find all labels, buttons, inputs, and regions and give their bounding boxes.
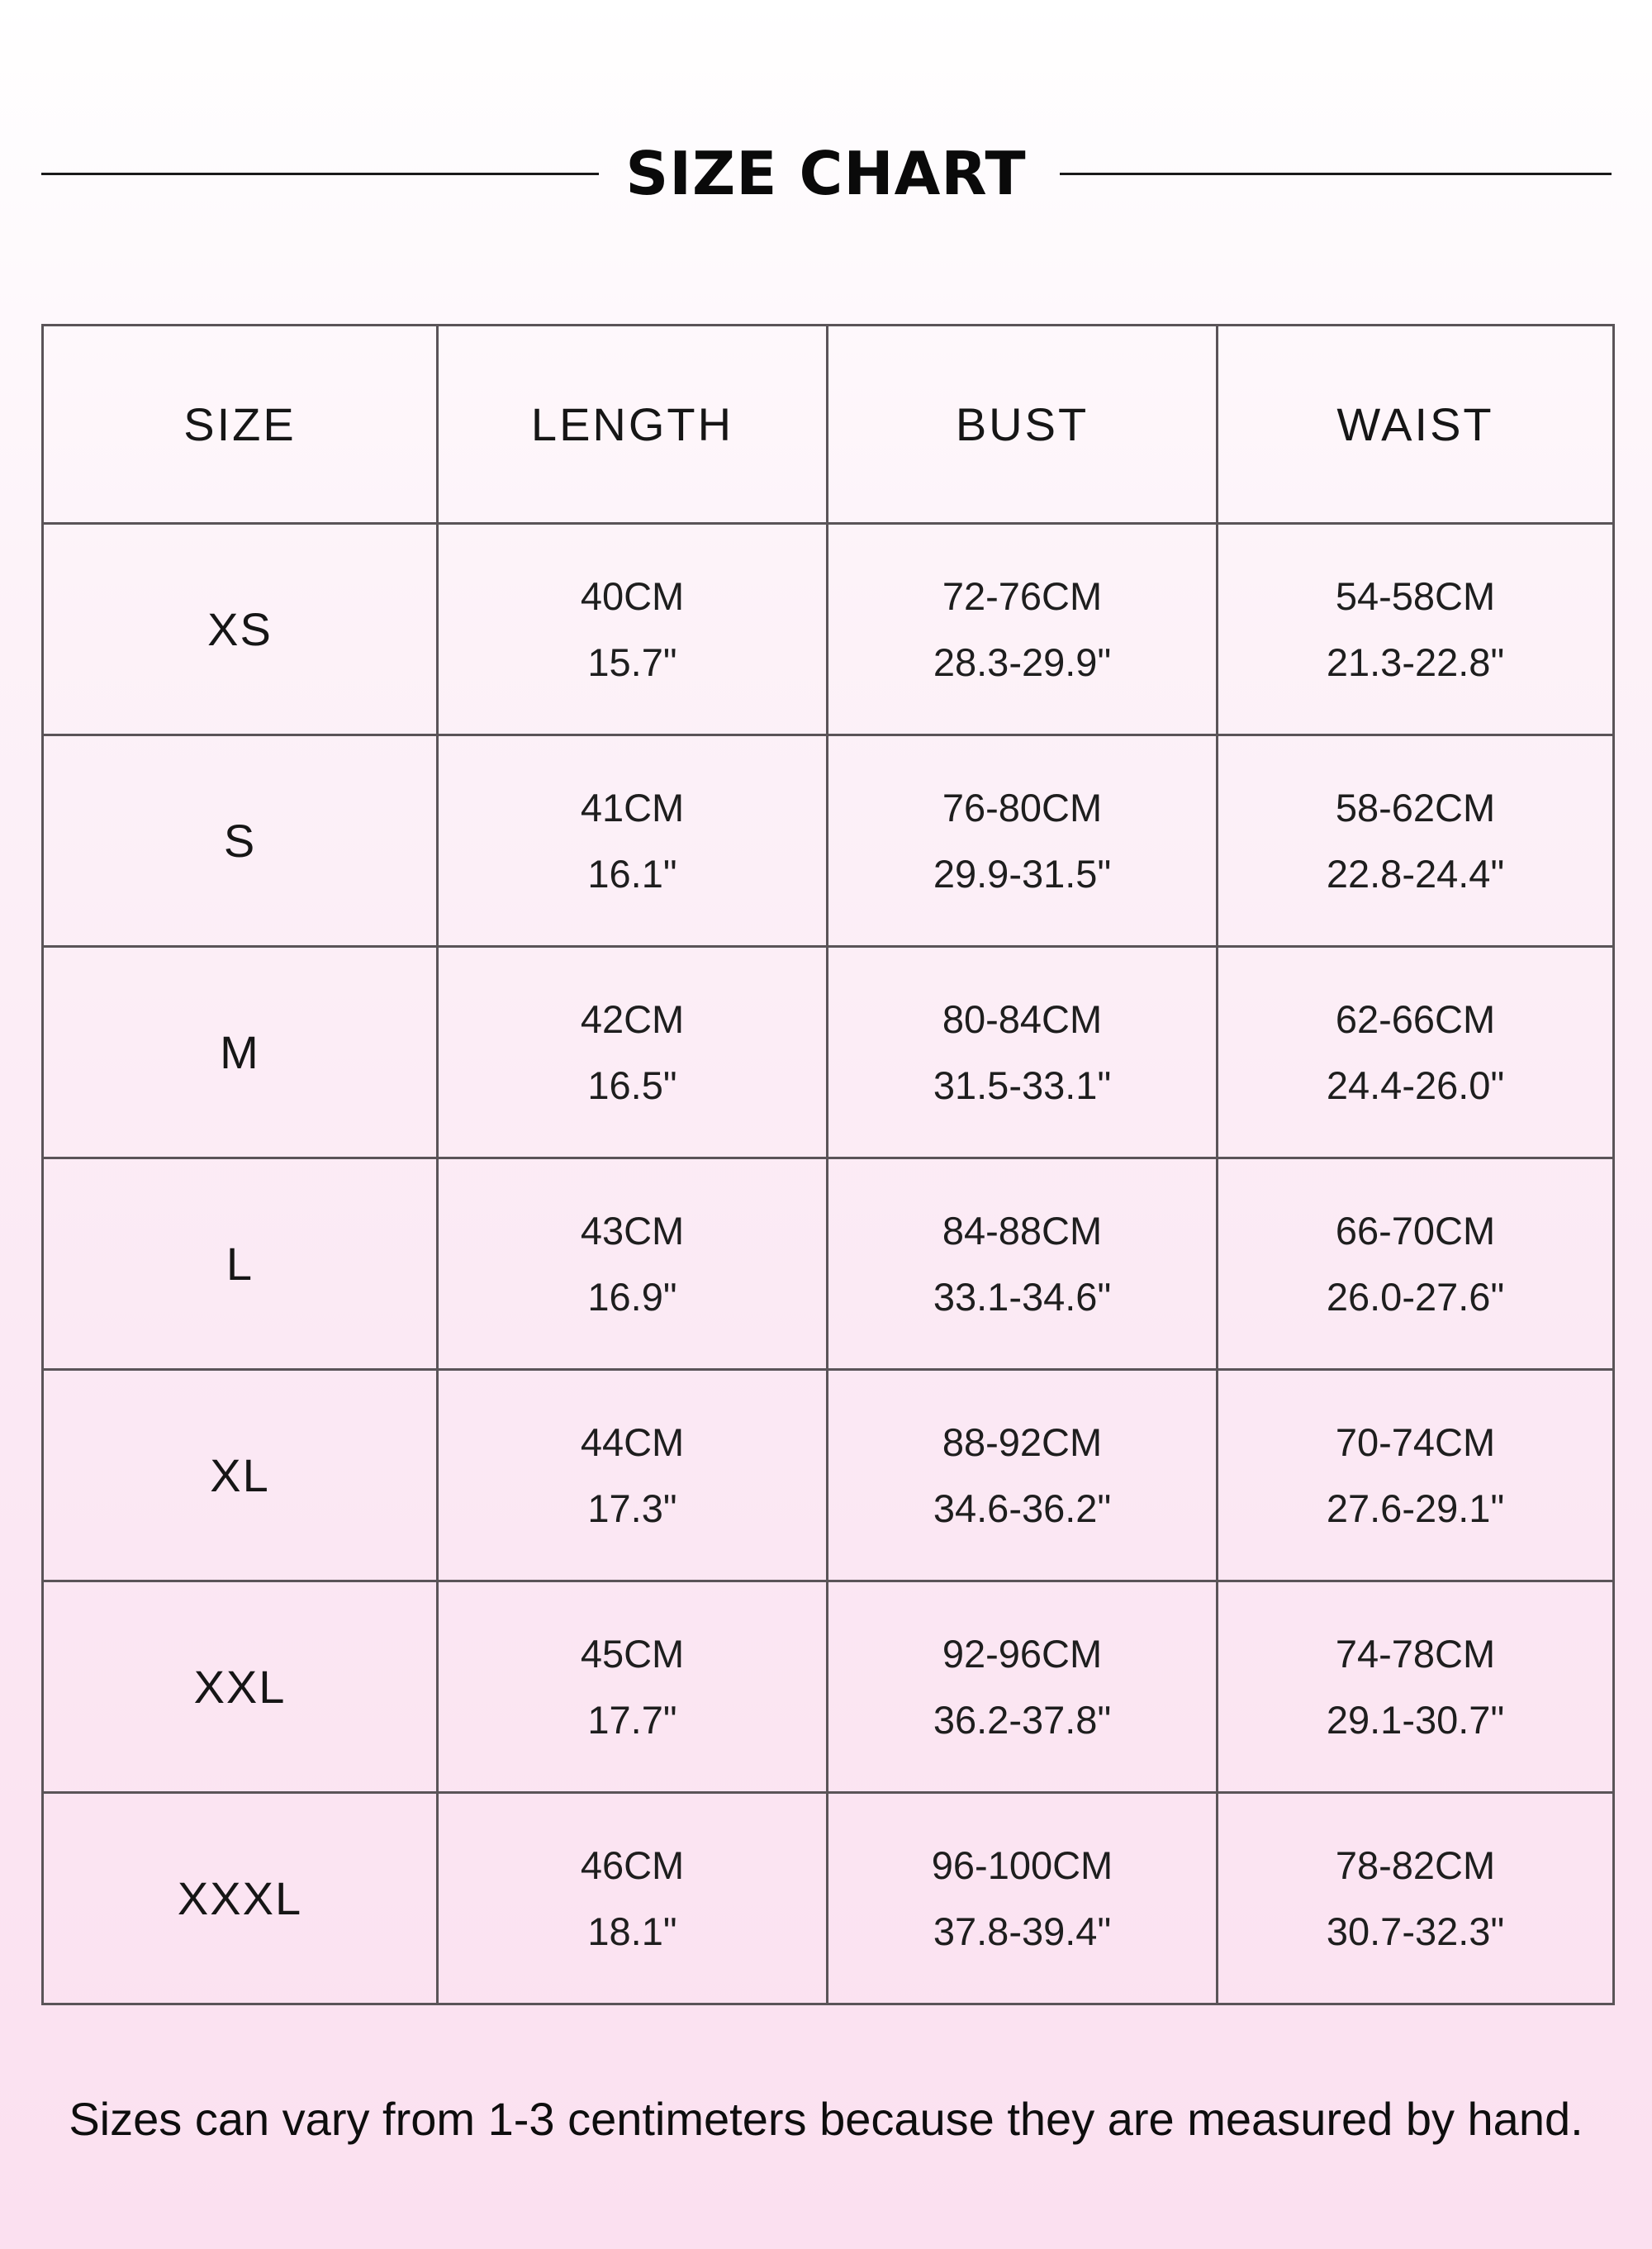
length-inch-value: 17.3" [587, 1486, 677, 1530]
bust-cm-value: 84-88CM [942, 1208, 1103, 1253]
length-cm-value: 40CM [580, 573, 685, 618]
size-label: XL [43, 1370, 438, 1581]
table-row [43, 735, 1614, 947]
waist-cm-value: 70-74CM [1335, 1419, 1496, 1464]
measurement-note: Sizes can vary from 1-3 centimeters because they are measured by hand. [69, 2093, 1583, 2145]
table-header-row [43, 326, 1614, 524]
length-inch-value: 16.5" [587, 1063, 677, 1107]
header-bust: BUST [828, 326, 1218, 524]
length-cell [438, 1158, 828, 1370]
size-label: L [43, 1158, 438, 1370]
waist-inch-value: 24.4-26.0" [1326, 1063, 1505, 1107]
waist-cell [1218, 524, 1614, 735]
waist-cell [1218, 735, 1614, 947]
length-inch-value: 16.1" [587, 851, 677, 896]
waist-inch-value: 27.6-29.1" [1326, 1486, 1505, 1530]
bust-cell [828, 1370, 1218, 1581]
length-cell [438, 947, 828, 1158]
bust-cell [828, 1158, 1218, 1370]
length-inch-value: 16.9" [587, 1274, 677, 1319]
length-cell [438, 524, 828, 735]
waist-cm-value: 66-70CM [1335, 1208, 1496, 1253]
waist-inch-value: 26.0-27.6" [1326, 1274, 1505, 1319]
table-row [43, 1158, 1614, 1370]
bust-inch-value: 36.2-37.8" [933, 1697, 1112, 1742]
size-label: S [43, 735, 438, 947]
header-length: LENGTH [438, 326, 828, 524]
waist-cell [1218, 1581, 1614, 1793]
length-cm-value: 43CM [580, 1208, 685, 1253]
length-cell [438, 1793, 828, 2004]
waist-inch-value: 22.8-24.4" [1326, 851, 1505, 896]
size-label: XXL [43, 1581, 438, 1793]
waist-cell [1218, 1370, 1614, 1581]
size-table [41, 324, 1615, 2005]
header-size: SIZE [43, 326, 438, 524]
header-waist: WAIST [1218, 326, 1614, 524]
bust-cm-value: 76-80CM [942, 785, 1103, 830]
table-row [43, 1370, 1614, 1581]
length-cm-value: 41CM [580, 785, 685, 830]
waist-inch-value: 29.1-30.7" [1326, 1697, 1505, 1742]
page-title: SIZE CHART [625, 139, 1027, 208]
title-divider-right [1060, 173, 1612, 175]
length-cell [438, 1370, 828, 1581]
bust-cell [828, 1581, 1218, 1793]
length-inch-value: 18.1" [587, 1909, 677, 1953]
bust-inch-value: 29.9-31.5" [933, 851, 1112, 896]
bust-cell [828, 735, 1218, 947]
bust-inch-value: 37.8-39.4" [933, 1909, 1112, 1953]
waist-cell [1218, 1158, 1614, 1370]
table-row [43, 524, 1614, 735]
length-cm-value: 42CM [580, 996, 685, 1041]
size-label: XS [43, 524, 438, 735]
bust-inch-value: 33.1-34.6" [933, 1274, 1112, 1319]
bust-inch-value: 34.6-36.2" [933, 1486, 1112, 1530]
bust-cm-value: 96-100CM [931, 1842, 1113, 1887]
size-label: M [43, 947, 438, 1158]
bust-inch-value: 28.3-29.9" [933, 640, 1112, 684]
waist-cell [1218, 1793, 1614, 2004]
waist-inch-value: 21.3-22.8" [1326, 640, 1505, 684]
waist-inch-value: 30.7-32.3" [1326, 1909, 1505, 1953]
table-row [43, 1793, 1614, 2004]
bust-cm-value: 80-84CM [942, 996, 1103, 1041]
table-body [43, 524, 1614, 2004]
waist-cm-value: 54-58CM [1335, 573, 1496, 618]
bust-cell [828, 947, 1218, 1158]
length-cm-value: 45CM [580, 1631, 685, 1676]
title-row [0, 124, 1652, 223]
length-cell [438, 1581, 828, 1793]
bust-cm-value: 72-76CM [942, 573, 1103, 618]
waist-cm-value: 78-82CM [1335, 1842, 1496, 1887]
waist-cm-value: 74-78CM [1335, 1631, 1496, 1676]
bust-cell [828, 524, 1218, 735]
length-inch-value: 17.7" [587, 1697, 677, 1742]
waist-cm-value: 62-66CM [1335, 996, 1496, 1041]
bust-cell [828, 1793, 1218, 2004]
waist-cell [1218, 947, 1614, 1158]
length-cm-value: 44CM [580, 1419, 685, 1464]
bust-inch-value: 31.5-33.1" [933, 1063, 1112, 1107]
bust-cm-value: 92-96CM [942, 1631, 1103, 1676]
table-row [43, 1581, 1614, 1793]
table-row [43, 947, 1614, 1158]
length-cm-value: 46CM [580, 1842, 685, 1887]
bust-cm-value: 88-92CM [942, 1419, 1103, 1464]
waist-cm-value: 58-62CM [1335, 785, 1496, 830]
length-cell [438, 735, 828, 947]
size-label: XXXL [43, 1793, 438, 2004]
length-inch-value: 15.7" [587, 640, 677, 684]
